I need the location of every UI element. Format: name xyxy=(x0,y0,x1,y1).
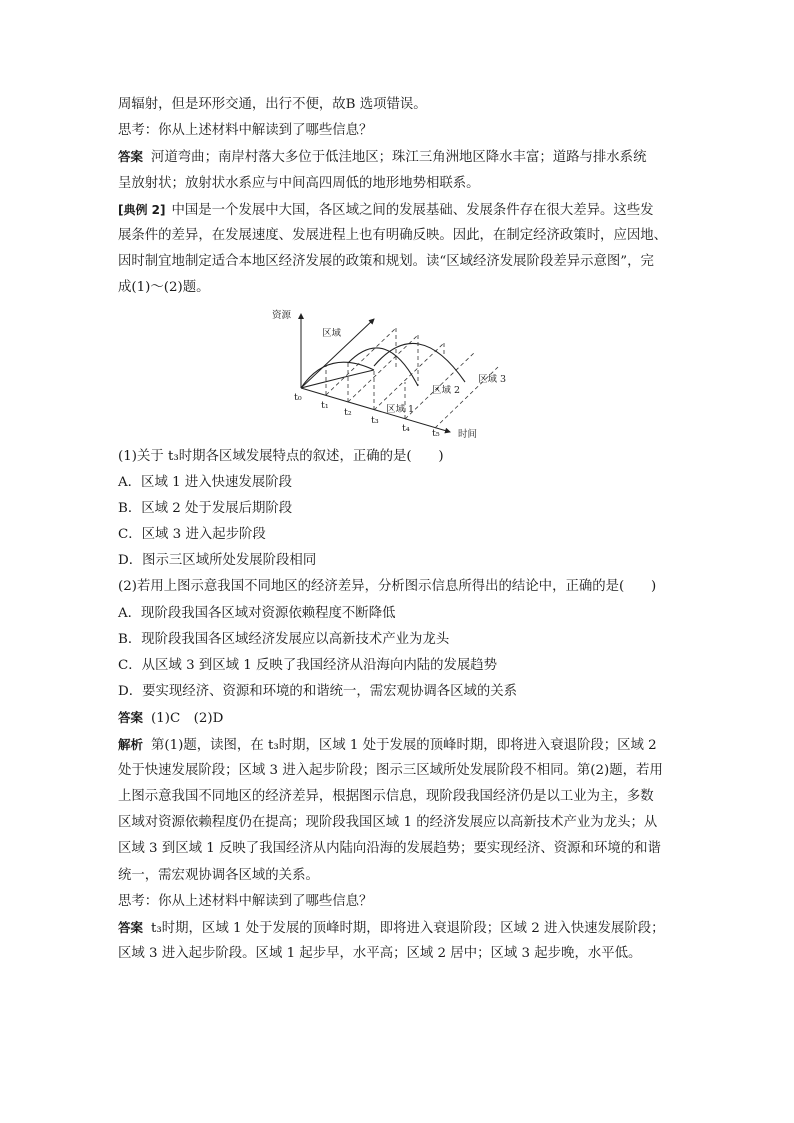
answer-text: 河道弯曲；南岸村落大多位于低洼地区；珠江三角洲地区降水丰富；道路与排水系统 xyxy=(151,150,647,166)
text-line: 周辐射，但是环形交通，出行不便，故B 选项错误。 xyxy=(118,97,427,112)
tick-t2: t₂ xyxy=(344,406,352,418)
answer-line xyxy=(118,705,678,731)
tick-t3: t₃ xyxy=(371,414,379,426)
analysis-text: 第(1)题，读图，在 t₃时期，区域 1 处于发展的顶峰时期，即将进入衰退阶段；区域 2 xyxy=(151,737,657,753)
y-axis-label: 资源 xyxy=(272,309,292,321)
answer-text: t₃时期，区域 1 处于发展的顶峰时期，即将进入衰退阶段；区域 2 进入快速发展阶段； xyxy=(151,920,665,936)
figure-svg xyxy=(268,306,508,440)
answer-label: 答案 xyxy=(118,710,144,726)
tick-t4: t₄ xyxy=(402,422,410,434)
curve-region-2 xyxy=(348,347,418,385)
text-line: 区域 3 到区域 1 反映了我国经济从内陆向沿海的发展趋势；要实现经济、资源和环境的和谐 xyxy=(118,841,661,857)
question-1-stem: (1)关于 t₃时期各区域发展特点的叙述，正确的是( ) xyxy=(118,448,444,464)
tick-t5: t₅ xyxy=(432,427,440,439)
question-1-option-c: C．区域 3 进入起步阶段 xyxy=(118,527,266,543)
region-2-label: 区域 2 xyxy=(432,384,461,396)
think-question: 思考：你从上述材料中解读到了哪些信息？ xyxy=(118,123,373,139)
text-line: 统一，需宏观协调各区域的关系。 xyxy=(118,867,319,883)
text-line: 区域对资源依赖程度仍在提高；现阶段我国区域 1 的经济发展应以高新技术产业为龙头；从 xyxy=(118,815,658,831)
analysis-line xyxy=(118,732,678,758)
tick-t1: t₁ xyxy=(321,399,329,411)
diagonal-label: 区域 xyxy=(322,327,342,339)
think-question: 思考：你从上述材料中解读到了哪些信息？ xyxy=(118,893,373,909)
text-line: 区域 3 进入起步阶段。区域 1 起步早，水平高；区域 2 居中；区域 3 起步晚，水平低。 xyxy=(118,946,642,962)
answer-line xyxy=(118,915,678,941)
question-2-option-a: A．现阶段我国各区域对资源依赖程度不断降低 xyxy=(118,605,396,621)
text-line: 成(1)～(2)题。 xyxy=(118,280,210,296)
answer-line xyxy=(118,144,678,170)
question-1-option-b: B．区域 2 处于发展后期阶段 xyxy=(118,500,293,516)
region-1-label: 区域 1 xyxy=(386,403,415,415)
question-2-option-d: D．要实现经济、资源和环境的和谐统一，需宏观协调各区域的关系 xyxy=(118,684,518,700)
example-line xyxy=(118,197,678,223)
document-page xyxy=(118,92,678,967)
question-2-option-b: B．现阶段我国各区域经济发展应以高新技术产业为龙头 xyxy=(118,631,450,647)
analysis-label: 解析 xyxy=(118,736,144,752)
answer-text: (1)C (2)D xyxy=(151,711,224,727)
region-3-label: 区域 3 xyxy=(478,373,507,385)
example-text: 中国是一个发展中大国，各区域之间的发展基础、发展条件存在很大差异。这些发 xyxy=(171,202,654,218)
text-line: 呈放射状；放射状水系应与中间高四周低的地形地势相联系。 xyxy=(118,175,480,191)
origin-label: t₀ xyxy=(294,391,302,403)
x-axis-label: 时间 xyxy=(458,428,478,440)
answer-label: 答案 xyxy=(118,149,144,165)
question-1-option-d: D．图示三区域所处发展阶段相同 xyxy=(118,553,317,569)
answer-label: 答案 xyxy=(118,919,144,935)
text-line: 处于快速发展阶段；区域 3 进入起步阶段；图示三区域所处发展阶段不相同。第(2)题，若用 xyxy=(118,762,663,778)
example-tag: [典例 2] xyxy=(118,202,166,217)
text-line: 展条件的差异，在发展速度、发展进程上也有明确反映。因此，在制定经济政策时，应因地、 xyxy=(118,227,668,243)
question-2-option-c: C．从区域 3 到区域 1 反映了我国经济从沿海向内陆的发展趋势 xyxy=(118,658,498,673)
question-2-stem: (2)若用上图示意我国不同地区的经济差异，分析图示信息所得出的结论中，正确的是( ) xyxy=(118,579,657,595)
region-development-figure xyxy=(118,306,678,444)
text-line: 上图示意我国不同地区的经济差异，根据图示信息，现阶段我国经济仍是以工业为主，多数 xyxy=(118,788,654,804)
curve-base xyxy=(301,370,374,388)
question-1-option-a: A．区域 1 进入快速发展阶段 xyxy=(118,474,292,490)
text-line: 因时制宜地制定适合本地区经济发展的政策和规划。读“区域经济发展阶段差异示意图”，完 xyxy=(118,254,654,270)
curve-region-3 xyxy=(374,343,465,382)
